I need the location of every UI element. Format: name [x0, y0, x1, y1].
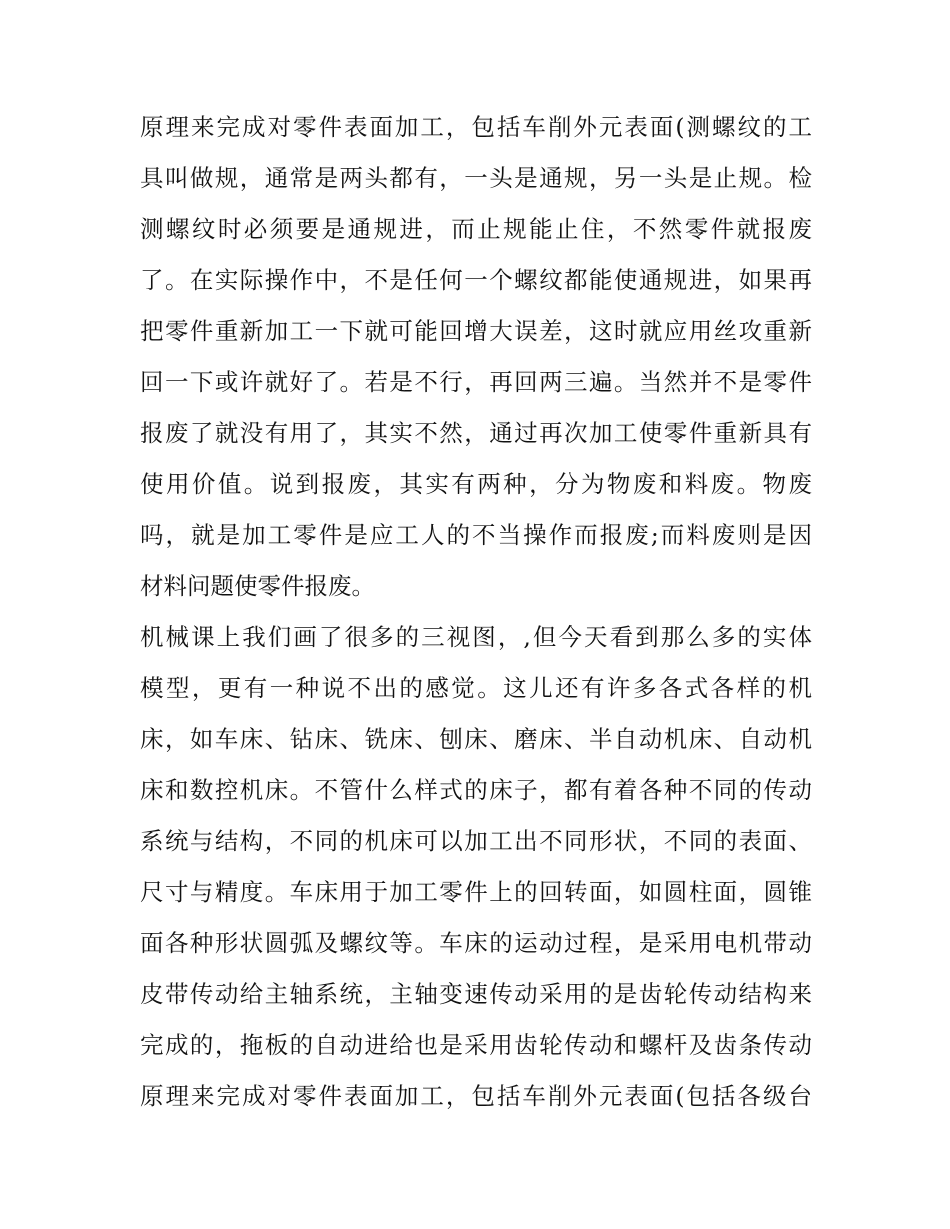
text-line: 机械课上我们画了很多的三视图，,但今天看到那么多的实体 [140, 623, 812, 651]
text-line: 使用价值。说到报废，其实有两种，分为物废和料废。物废 [140, 470, 812, 498]
text-line: 原理来完成对零件表面加工，包括车削外元表面(包括各级台 [140, 1082, 812, 1110]
text-line: 皮带传动给主轴系统，主轴变速传动采用的是齿轮传动结构来 [140, 980, 812, 1008]
paragraph-2 [140, 612, 812, 1122]
text-line: 完成的，拖板的自动进给也是采用齿轮传动和螺杆及齿条传动 [140, 1031, 812, 1059]
text-line: 尺寸与精度。车床用于加工零件上的回转面，如圆柱面，圆锥 [140, 878, 812, 906]
text-line: 模型，更有一种说不出的感觉。这儿还有许多各式各样的机 [140, 674, 812, 702]
text-line: 了。在实际操作中，不是任何一个螺纹都能使通规进，如果再 [140, 266, 812, 294]
paragraph-1 [140, 102, 812, 612]
text-line: 吗，就是加工零件是应工人的不当操作而报废;而料废则是因 [140, 521, 812, 549]
text-line: 把零件重新加工一下就可能回增大误差，这时就应用丝攻重新 [140, 317, 812, 345]
text-line: 系统与结构，不同的机床可以加工出不同形状，不同的表面、 [140, 827, 812, 855]
text-line: 面各种形状圆弧及螺纹等。车床的运动过程，是采用电机带动 [140, 929, 812, 957]
text-line: 床，如车床、钻床、铣床、刨床、磨床、半自动机床、自动机 [140, 725, 812, 753]
text-line: 床和数控机床。不管什么样式的床子，都有着各种不同的传动 [140, 776, 812, 804]
text-line: 报废了就没有用了，其实不然，通过再次加工使零件重新具有 [140, 419, 812, 447]
text-line: 具叫做规，通常是两头都有，一头是通规，另一头是止规。检 [140, 164, 812, 192]
document-body [140, 102, 812, 1122]
text-line: 测螺纹时必须要是通规进，而止规能止住，不然零件就报废 [140, 215, 812, 243]
text-line: 回一下或许就好了。若是不行，再回两三遍。当然并不是零件 [140, 368, 812, 396]
text-line: 材料问题使零件报废。 [140, 572, 375, 600]
text-line: 原理来完成对零件表面加工，包括车削外元表面(测螺纹的工 [140, 113, 812, 141]
